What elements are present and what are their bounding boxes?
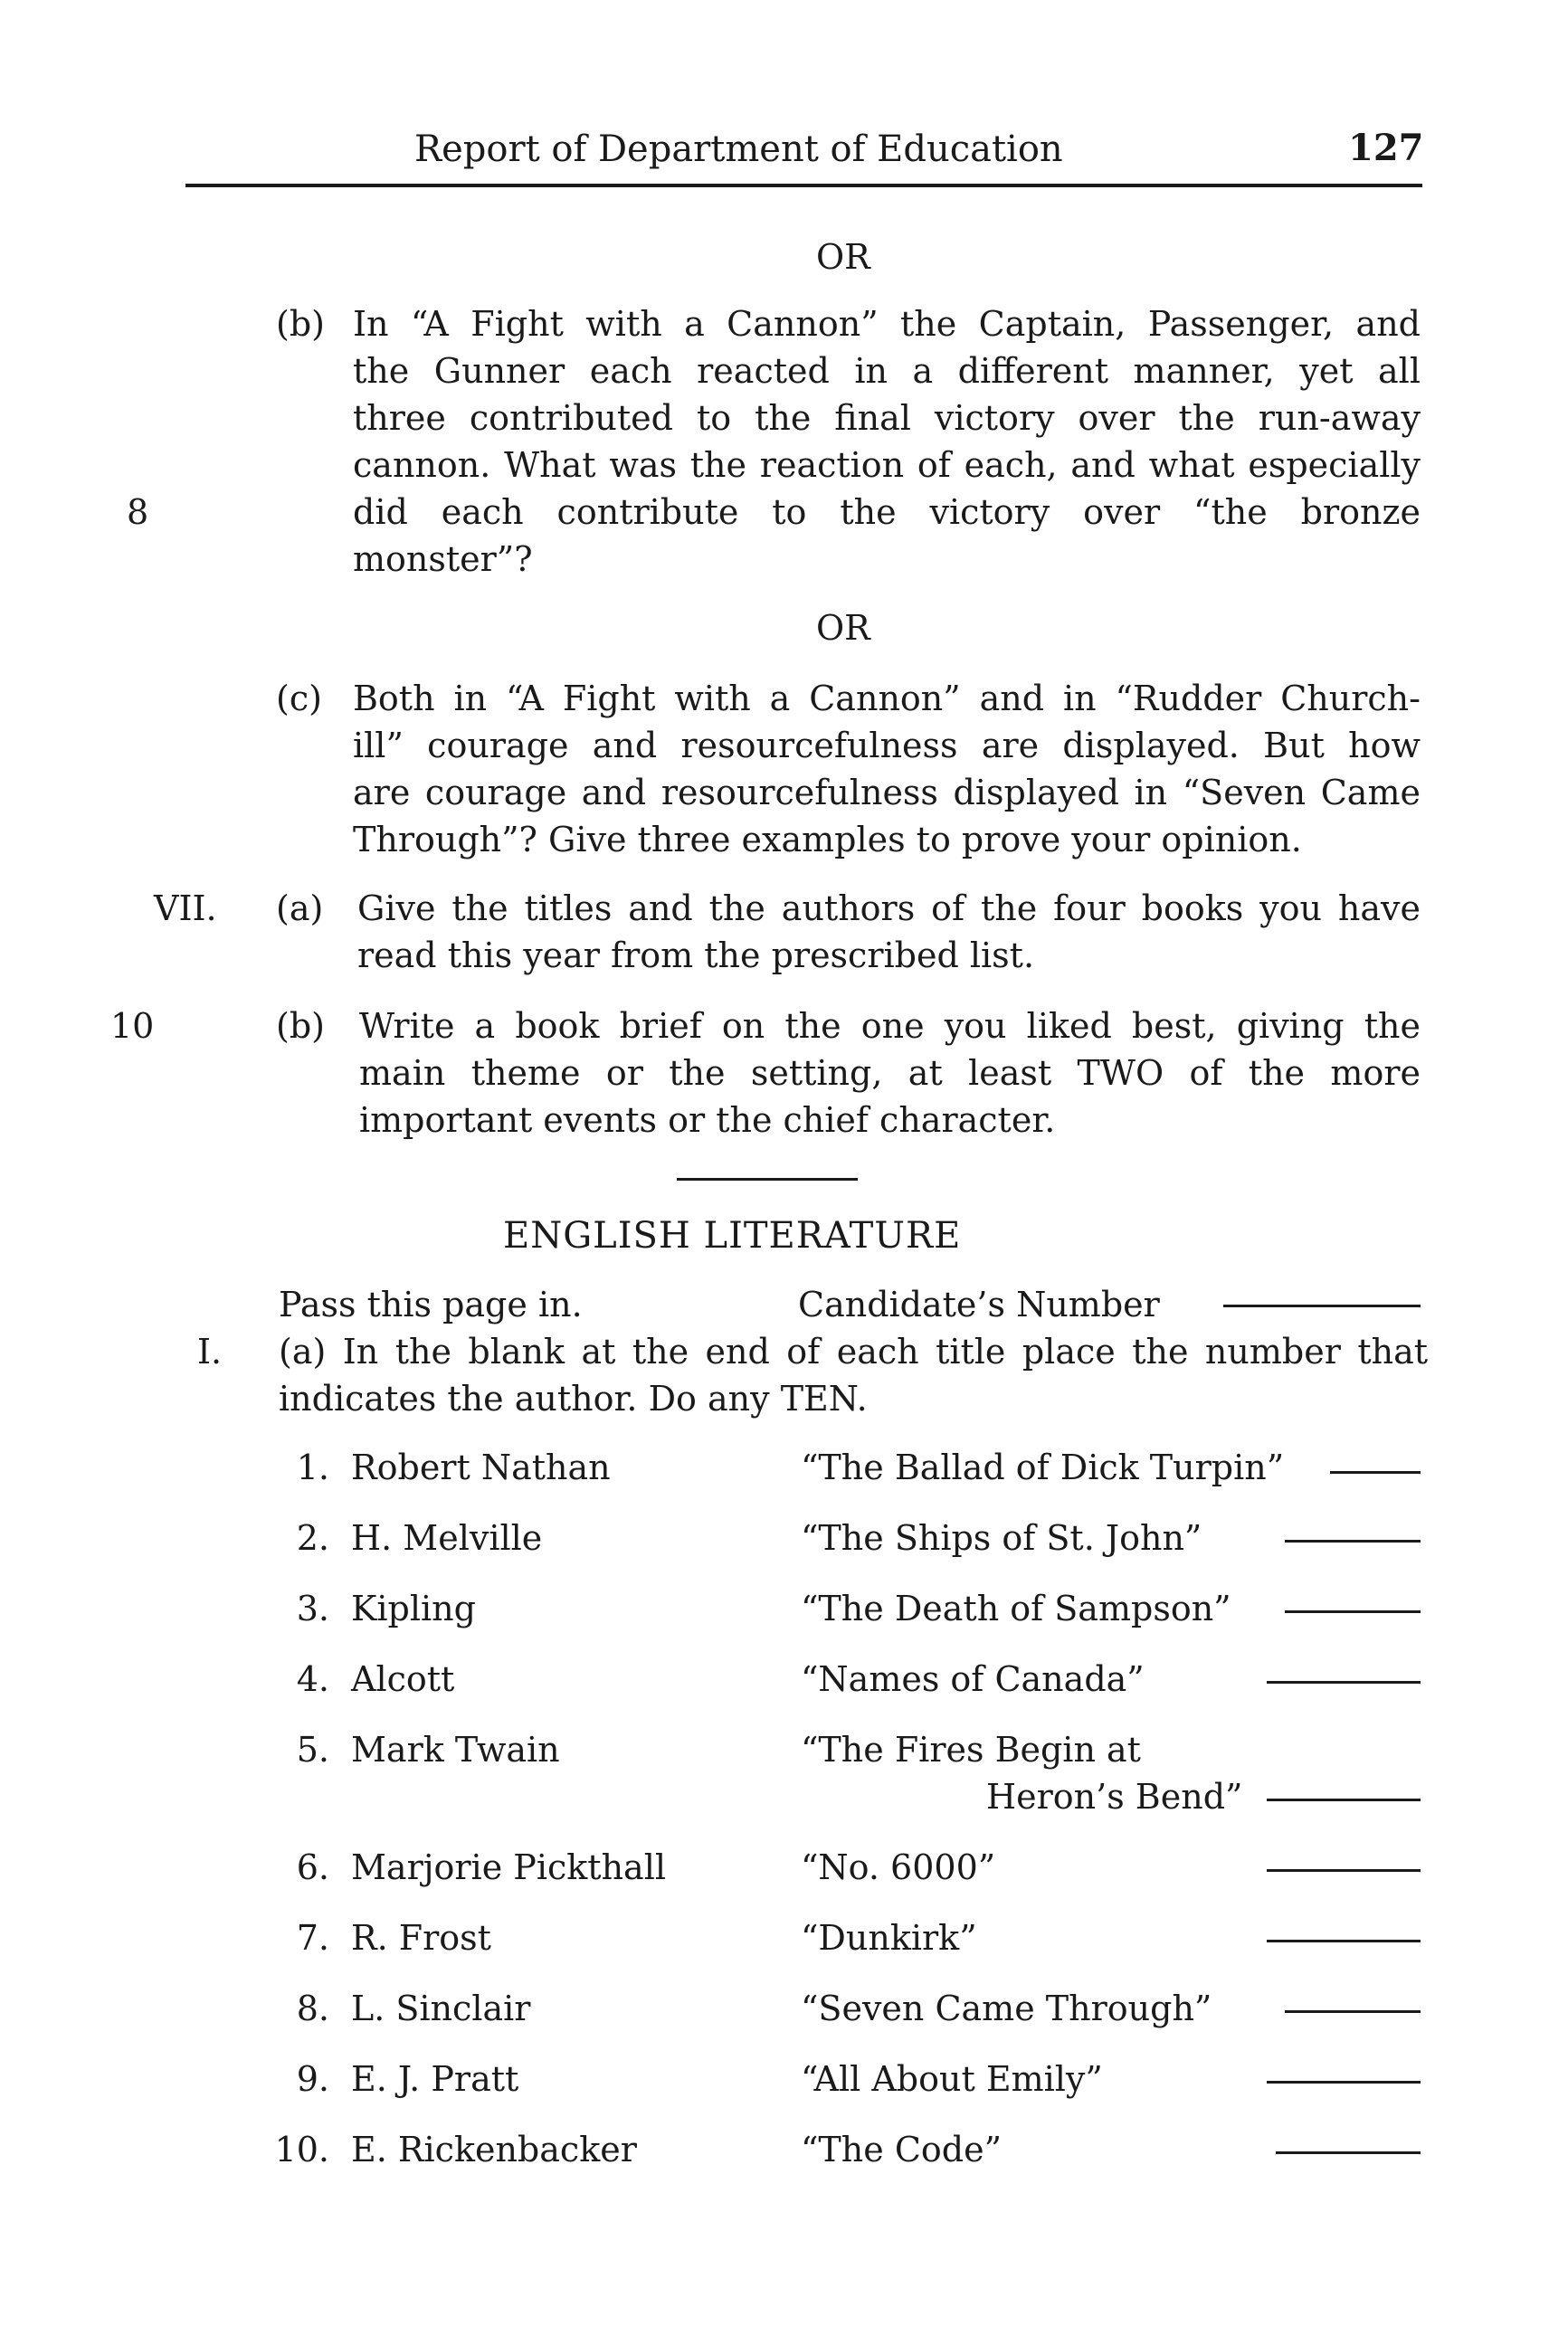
q6-c-label: (c) xyxy=(276,679,322,718)
q7-a-line: Give the titles and the authors of the four books you have xyxy=(357,888,1421,928)
q6-b-line: did each contribute to the victory over “the bronze xyxy=(353,492,1421,532)
answer-blank[interactable] xyxy=(1276,2151,1421,2154)
q6-b-line: three contributed to the final victory over the run-away xyxy=(353,398,1421,438)
work-title: “The Fires Begin at xyxy=(801,1730,1141,1770)
work-title: “Seven Came Through” xyxy=(801,1989,1212,2028)
answer-blank[interactable] xyxy=(1267,1940,1421,1942)
q7-b-line: Write a book brief on the one you liked best, giving the xyxy=(359,1006,1421,1046)
lit-instruction-line: indicates the author. Do any TEN. xyxy=(279,1379,868,1419)
author-name: H. Melville xyxy=(351,1518,543,1558)
q6-b-line: In “A Fight with a Cannon” the Captain, Passenger, and xyxy=(353,304,1421,344)
answer-blank[interactable] xyxy=(1330,1471,1421,1474)
author-name: R. Frost xyxy=(351,1918,491,1958)
item-number: 4. xyxy=(296,1659,329,1699)
answer-blank[interactable] xyxy=(1267,1799,1421,1801)
q7-b-line: main theme or the setting, at least TWO of the more xyxy=(359,1053,1421,1093)
work-title: “All About Emily” xyxy=(801,2059,1103,2099)
or-divider: OR xyxy=(816,608,870,648)
q7-b-label: (b) xyxy=(276,1006,325,1046)
q6-marks: 8 xyxy=(127,492,149,532)
author-name: Kipling xyxy=(351,1589,476,1628)
author-name: L. Sinclair xyxy=(351,1989,531,2028)
q6-b-line: monster”? xyxy=(353,539,533,579)
item-number: 2. xyxy=(296,1518,329,1558)
lit-question-number: I. xyxy=(197,1332,223,1372)
author-name: Marjorie Pickthall xyxy=(351,1847,667,1887)
answer-blank[interactable] xyxy=(1267,1681,1421,1684)
answer-blank[interactable] xyxy=(1267,1869,1421,1872)
q7-a-line: read this year from the prescribed list. xyxy=(357,935,1035,975)
section-heading: ENGLISH LITERATURE xyxy=(503,1215,962,1257)
q7-number: VII. xyxy=(154,888,217,928)
q6-b-line: cannon. What was the reaction of each, and what especially xyxy=(353,445,1421,485)
author-name: E. J. Pratt xyxy=(351,2059,519,2099)
item-number: 1. xyxy=(296,1448,329,1487)
running-header-title: Report of Department of Education xyxy=(414,128,1063,170)
item-number: 7. xyxy=(296,1918,329,1958)
author-name: Mark Twain xyxy=(351,1730,560,1770)
item-number: 5. xyxy=(296,1730,329,1770)
header-rule xyxy=(185,184,1422,187)
answer-blank[interactable] xyxy=(1285,2010,1421,2013)
q6-c-line: Both in “A Fight with a Cannon” and in “Rudder Church- xyxy=(353,679,1421,718)
item-number: 6. xyxy=(296,1847,329,1887)
q7-a-label: (a) xyxy=(276,888,324,928)
work-title: “No. 6000” xyxy=(801,1847,996,1887)
answer-blank[interactable] xyxy=(1285,1610,1421,1613)
answer-blank[interactable] xyxy=(1267,2081,1421,2084)
item-number: 10. xyxy=(274,2130,329,2169)
work-title-continuation: Heron’s Bend” xyxy=(986,1777,1243,1817)
work-title: “The Ships of St. John” xyxy=(801,1518,1202,1558)
author-name: Robert Nathan xyxy=(351,1448,611,1487)
lit-instruction-line: (a) In the blank at the end of each title place the number that xyxy=(279,1332,1428,1372)
q6-c-line: are courage and resourcefulness displayed in “Seven Came xyxy=(353,773,1421,812)
section-divider xyxy=(677,1178,858,1181)
q6-c-line: ill” courage and resourcefulness are displayed. But how xyxy=(353,726,1421,765)
work-title: “Dunkirk” xyxy=(801,1918,977,1958)
page-number: 127 xyxy=(1348,127,1424,169)
candidate-number-blank[interactable] xyxy=(1223,1305,1421,1307)
q6-c-line: Through”? Give three examples to prove your opinion. xyxy=(353,820,1302,859)
pass-instruction: Pass this page in. xyxy=(279,1285,583,1324)
item-number: 9. xyxy=(296,2059,329,2099)
q7-b-line: important events or the chief character. xyxy=(359,1100,1056,1140)
author-name: Alcott xyxy=(351,1659,455,1699)
answer-blank[interactable] xyxy=(1285,1540,1421,1543)
author-name: E. Rickenbacker xyxy=(351,2130,637,2169)
item-number: 3. xyxy=(296,1589,329,1628)
item-number: 8. xyxy=(296,1989,329,2028)
work-title: “The Code” xyxy=(801,2130,1003,2169)
work-title: “Names of Canada” xyxy=(801,1659,1145,1699)
or-divider: OR xyxy=(816,237,870,277)
work-title: “The Ballad of Dick Turpin” xyxy=(801,1448,1285,1487)
q6-b-line: the Gunner each reacted in a different manner, yet all xyxy=(353,351,1421,391)
q6-b-label: (b) xyxy=(276,304,325,344)
work-title: “The Death of Sampson” xyxy=(801,1589,1231,1628)
candidate-number-label: Candidate’s Number xyxy=(798,1285,1160,1324)
q7-marks: 10 xyxy=(110,1006,155,1046)
